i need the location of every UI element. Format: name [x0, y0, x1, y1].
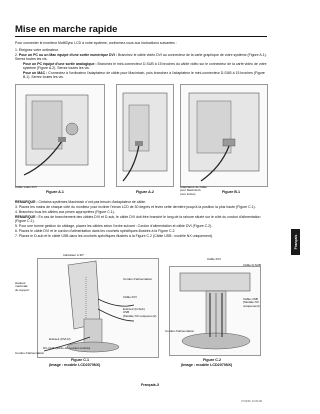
c2-dvi-callout: Câble DVI [207, 257, 221, 261]
c1-dcout-callout: DC-OUT (sortie de courant continu) [43, 346, 91, 350]
figure-b1-label: Figure B.1 [222, 190, 241, 194]
step-6: 6. Placez le câble DVI et le cordon d'alimentation dans les crochets spécifiques illustrés à la Figure C.2. [15, 228, 176, 233]
notes-list [15, 200, 267, 239]
c1-power-cord-callout: Cordon d'alimentation [123, 277, 153, 281]
figure-c1-subtitle: (Image : modèle LCD2070NX) [49, 363, 101, 367]
intro-text: Pour connecter le moniteur MultiSync LCD à votre système, conformez-vous aux instructions suivantes : [15, 41, 177, 45]
c1-indicator-callout: Indicateur à 30° [63, 253, 85, 257]
step-3: 3. Placez les mains de chaque côté du moniteur pour incliner l'écran LCD de 30 degrés et levez cette dernière jusqu'à la position la plus haute (Figure C.1). [15, 204, 256, 209]
lower-figures [15, 253, 267, 368]
c1-power-bottom-callout: Cordon d'alimentation [15, 351, 45, 355]
figure-a2-image [116, 84, 174, 187]
step-2-analog: Pour un PC équipé d'une sortie analogique : Branchez le mini-connecteur D-SUB à 15 broches du câble vidéo sur le connecteur de la carte vidéo de votre système (Figure A.2). Serrez toutes les vis. [23, 61, 267, 71]
figure-a1-label: Figure A.1 [46, 190, 64, 194]
c2-power-callout: Cordon d'alimentation [165, 329, 195, 333]
figure-b1-image [180, 84, 268, 187]
steps-list [15, 48, 267, 80]
step-5: 5. Pour une bonne gestion du câblage, placez les câbles selon l'ordre suivant : Cordon d'alimentation et câble DVI (Figure C.2). [15, 223, 213, 228]
figure-b1-callout: Adaptateur de câble pour Macintosh (non inclus) [180, 185, 207, 196]
c1-dvi-callout: Câble DVI [123, 295, 137, 299]
step-1: 1. Éteignez votre ordinateur. [15, 48, 59, 52]
figure-a2-label: Figure A.2 [136, 190, 154, 194]
figure-c1-label: Figure C.1 [71, 358, 90, 362]
figure-a1-image [15, 84, 105, 187]
c2-dsub-callout: Câble D-SUB [243, 263, 262, 267]
step-2-mac: Pour un MAC : Connectez à l'ordinateur l'adaptateur de câble pour Macintosh, puis branchez à l'adaptateur le mini-connecteur D-SUB à 15 broches (Figure B.1). Serrez toutes les vis. [23, 70, 265, 80]
footer-code: 07/13/06, 10:26 AM [241, 400, 262, 403]
figure-c2-label: Figure C.2 [203, 358, 222, 362]
figure-a1-callout: Câble vidéo DVI [15, 185, 37, 189]
language-tab: Français [291, 229, 300, 255]
step-2: 2. Pour un PC ou un Mac équipé d'une sortie numérique DVI : Branchez le câble vidéo DVI au connecteur de la carte graphique de votre système (Figure A.1). Serrez toutes les vis. [15, 52, 267, 62]
c2-usb-callout: Câble USB (Modèle NX uniquement) [243, 297, 260, 308]
step-4: 4. Branchez tous les câbles aux prises appropriées (Figure C.1). [15, 209, 115, 214]
note-1: REMARQUE : Certains systèmes Macintosh n'ont pas besoin d'adaptateur de câble. [15, 200, 147, 204]
figure-c2-subtitle: (Image : modèle LCD2070NX) [181, 363, 233, 367]
page-title: Mise en marche rapide [15, 24, 118, 35]
step-7: 7. Placez le D-sub et le câble USB dans les crochets spécifiques illustrés à la Figure C.2 (Câble USB : modèle NX uniquement). [15, 233, 214, 238]
c1-input2-callout: Entrée2 (D-Sub) USB (Modèle NX uniquement) [123, 307, 157, 318]
title-rule [15, 36, 267, 37]
page-number: Français-3 [141, 383, 159, 387]
note-2: REMARQUE : En cas de branchement des câbles DVI et D-sub, le câble DVI doit être branché le long de la rainure située sur le côté du cordon d'alimentation (Figure C.1). [15, 214, 261, 223]
c1-input1-callout: Entrée1 (DVI-D) [49, 337, 71, 341]
c1-height-callout: Hauteur maximale du support [15, 281, 30, 292]
